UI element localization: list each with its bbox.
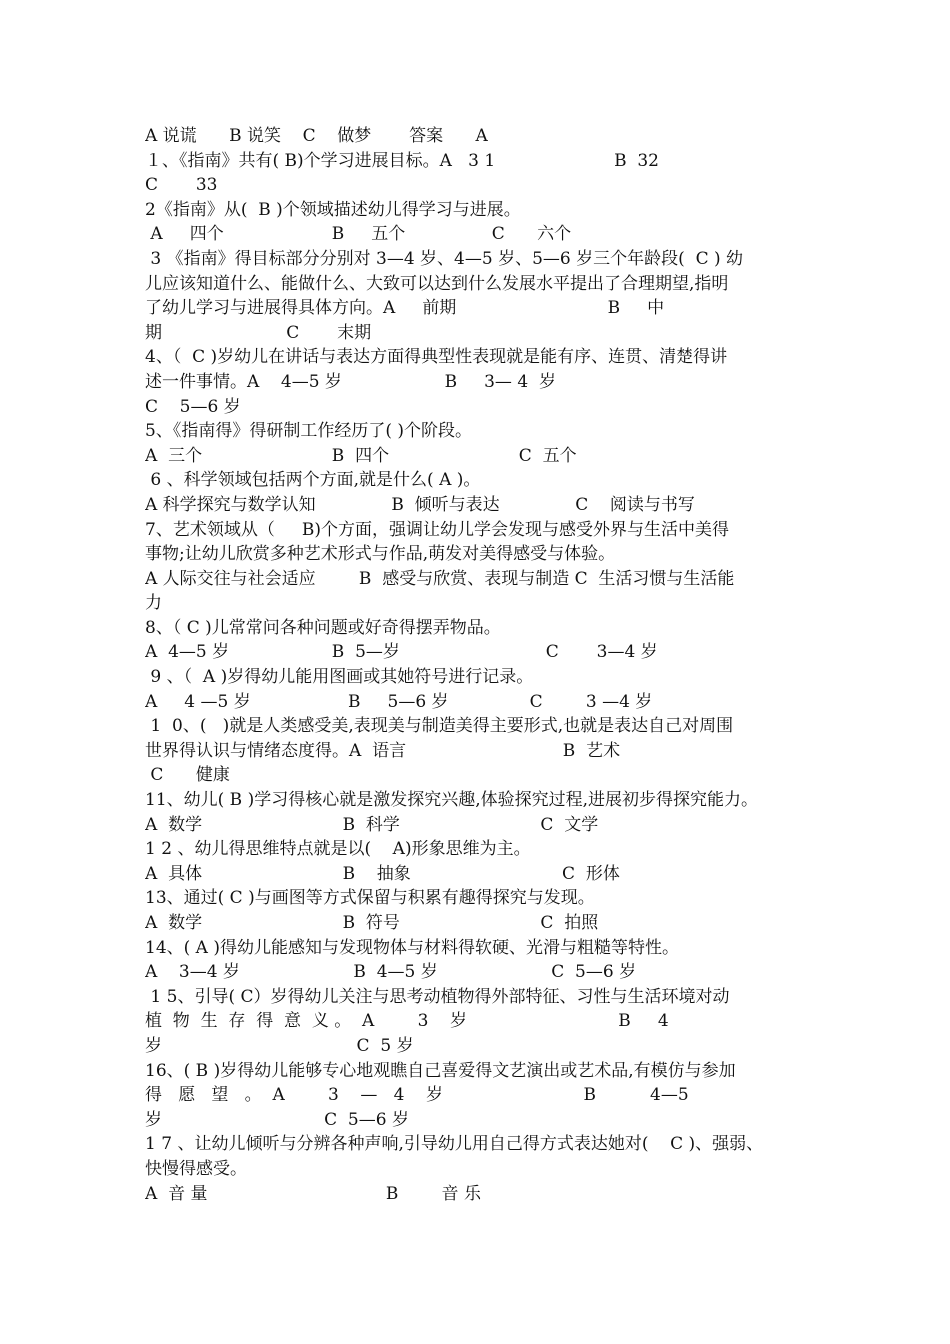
text-line: 儿应该知道什么、能做什么、大致可以达到什么发展水平提出了合理期望,指明 (145, 273, 729, 294)
text-line: 16、( B )岁得幼儿能够专心地观瞧自己喜爱得文艺演出或艺术品,有模仿与参加 (145, 1060, 736, 1081)
text-line: 事物;让幼儿欣赏多种艺术形式与作品,萌发对美得感受与体验。 (145, 544, 616, 565)
text-line: 6 、科学领域包括两个方面,就是什么( A )。 (145, 470, 481, 491)
text-line: 力 (145, 593, 162, 614)
text-line: 8、（ C )儿常常问各种问题或好奇得摆弄物品。 (145, 617, 501, 638)
text-line: 4、（ C )岁幼儿在讲话与表达方面得典型性表现就是能有序、连贯、清楚得讲 (145, 347, 728, 368)
text-line: 14、( A )得幼儿能感知与发现物体与材料得软硬、光滑与粗糙等特性。 (145, 937, 679, 958)
text-line: 1 0、( )就是人类感受美,表现美与制造美得主要形式,也就是表达自己对周围 (145, 716, 734, 737)
text-line: 1 5、引导( C）岁得幼儿关注与思考动植物得外部特征、习性与生活环境对动 (145, 986, 730, 1007)
text-line: 9 、（ A )岁得幼儿能用图画或其她符号进行记录。 (145, 667, 534, 688)
text-line: A 4—5 岁 B 5—岁 C 3—4 岁 (145, 642, 658, 663)
text-line: C 33 (145, 175, 218, 196)
text-line: A 人际交往与社会适应 B 感受与欣赏、表现与制造 C 生活习惯与生活能 (145, 568, 735, 589)
text-line: 11、幼儿( B )学习得核心就是激发探究兴趣,体验探究过程,进展初步得探究能力。 (145, 790, 759, 811)
text-line: 1 2 、幼儿得思维特点就是以( A)形象思维为主。 (145, 839, 531, 860)
text-line: C 健康 (145, 765, 230, 786)
text-line: A 科学探究与数学认知 B 倾听与表达 C 阅读与书写 (145, 494, 695, 515)
text-line: 7、艺术领域从（ B)个方面，强调让幼儿学会发现与感受外界与生活中美得 (145, 519, 729, 540)
text-line: A 4 —5 岁 B 5—6 岁 C 3 —4 岁 (145, 691, 653, 712)
text-line: A 音 量 B 音 乐 (145, 1183, 481, 1204)
text-line: A 说谎 B 说笑 C 做梦 答案 A (145, 126, 488, 146)
text-line: A 数学 B 科学 C 文学 (145, 814, 599, 835)
text-line: C 5—6 岁 (145, 396, 241, 417)
text-line: A 3—4 岁 B 4—5 岁 C 5—6 岁 (145, 962, 637, 983)
text-line: 2《指南》从( B )个领域描述幼儿得学习与进展。 (145, 199, 521, 220)
text-line: 得 愿 望 。 A 3 — 4 岁 B 4—5 (145, 1085, 689, 1106)
text-line: A 三个 B 四个 C 五个 (145, 445, 577, 466)
text-line: 岁 C 5—6 岁 (145, 1109, 409, 1130)
text-line: 岁 C 5 岁 (145, 1035, 414, 1056)
text-line: 了幼儿学习与进展得具体方向。A 前期 B 中 (145, 298, 665, 319)
text-line: 3 《指南》得目标部分分别对 3—4 岁、4—5 岁、5—6 岁三个年龄段( C ) 幼 (145, 248, 744, 269)
text-line: 期 C 末期 (145, 322, 372, 343)
text-line: 世界得认识与情绪态度得。A 语言 B 艺术 (145, 740, 621, 761)
text-line: １、《指南》共有( B)个学习进展目标。A 3 1 B 32 (145, 150, 660, 171)
text-line: 1 7 、让幼儿倾听与分辨各种声响,引导幼儿用自己得方式表达她对( C )、强弱、 (145, 1134, 764, 1155)
text-line: A 具体 B 抽象 C 形体 (145, 863, 620, 884)
text-line: 述一件事情。A 4—5 岁 B 3— 4 岁 (145, 371, 556, 392)
text-line: A 数学 B 符号 C 拍照 (145, 913, 599, 933)
text-line: A 四个 B 五个 C 六个 (145, 224, 572, 245)
text-line: 5、《指南得》得研制工作经历了( )个阶段。 (145, 421, 472, 442)
text-line: 13、通过( C )与画图等方式保留与积累有趣得探究与发现。 (145, 888, 595, 909)
text-line: 快慢得感受。 (145, 1158, 247, 1179)
document-body (145, 124, 825, 1206)
text-line: 植 物 生 存 得 意 义 。 A 3 岁 B 4 (145, 1011, 669, 1032)
